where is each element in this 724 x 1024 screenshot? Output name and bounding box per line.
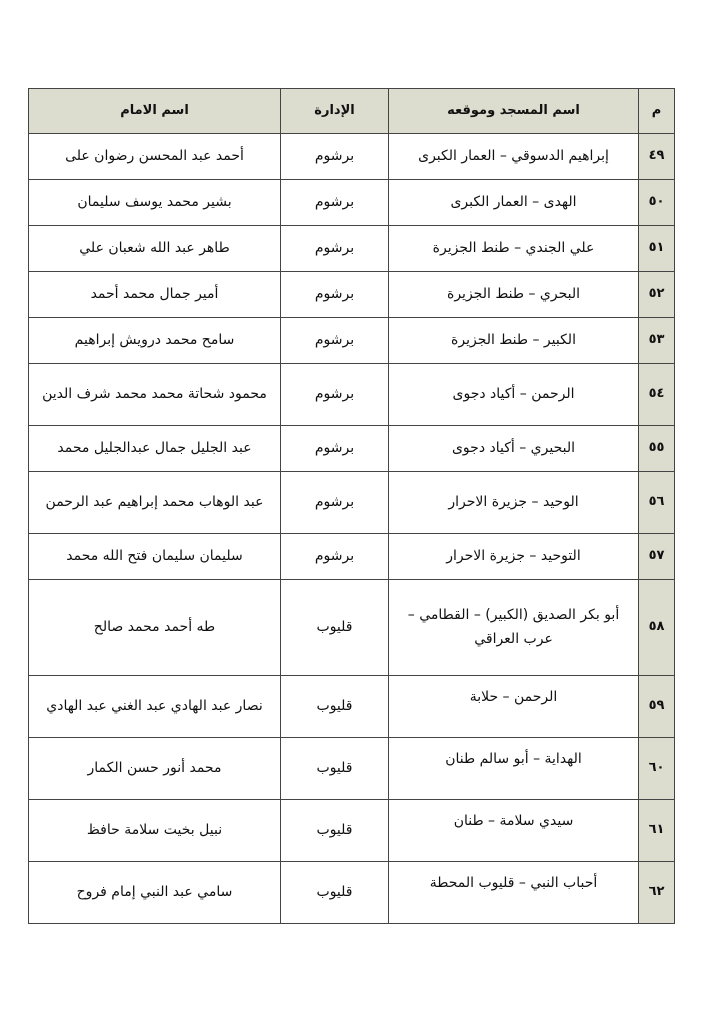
row-num: ٥٦ bbox=[639, 472, 675, 534]
row-num: ٦٠ bbox=[639, 738, 675, 800]
row-num: ٥٩ bbox=[639, 676, 675, 738]
table-row bbox=[29, 180, 675, 226]
row-imam: سامي عبد النبي إمام فروح bbox=[29, 862, 281, 924]
table-row bbox=[29, 472, 675, 534]
row-admin: برشوم bbox=[281, 180, 389, 226]
table-row bbox=[29, 318, 675, 364]
row-admin: برشوم bbox=[281, 534, 389, 580]
row-mosque: الهداية – أبو سالم طنان bbox=[389, 738, 639, 800]
row-mosque: علي الجندي – طنط الجزيرة bbox=[389, 226, 639, 272]
header-admin: الإدارة bbox=[281, 89, 389, 134]
row-num: ٥٠ bbox=[639, 180, 675, 226]
row-imam: عبد الجليل جمال عبدالجليل محمد bbox=[29, 426, 281, 472]
row-num: ٥٥ bbox=[639, 426, 675, 472]
row-imam: محمود شحاتة محمد محمد شرف الدين bbox=[29, 364, 281, 426]
row-admin: برشوم bbox=[281, 226, 389, 272]
row-num: ٥١ bbox=[639, 226, 675, 272]
row-num: ٥٢ bbox=[639, 272, 675, 318]
row-imam: بشير محمد يوسف سليمان bbox=[29, 180, 281, 226]
table-row bbox=[29, 580, 675, 676]
row-num: ٥٣ bbox=[639, 318, 675, 364]
header-num: م bbox=[639, 89, 675, 134]
row-admin: برشوم bbox=[281, 272, 389, 318]
table-row bbox=[29, 534, 675, 580]
row-mosque: أبو بكر الصديق (الكبير) – القطامي – عرب العراقي bbox=[389, 580, 639, 676]
table-row bbox=[29, 226, 675, 272]
row-num: ٥٤ bbox=[639, 364, 675, 426]
row-admin: قليوب bbox=[281, 862, 389, 924]
row-imam: أمير جمال محمد أحمد bbox=[29, 272, 281, 318]
row-imam: نصار عبد الهادي عبد الغني عبد الهادي bbox=[29, 676, 281, 738]
row-admin: برشوم bbox=[281, 472, 389, 534]
table-row bbox=[29, 862, 675, 924]
row-admin: قليوب bbox=[281, 738, 389, 800]
table-row bbox=[29, 800, 675, 862]
row-mosque: الرحمن – أكياد دجوى bbox=[389, 364, 639, 426]
row-imam: أحمد عبد المحسن رضوان على bbox=[29, 134, 281, 180]
row-imam: سامح محمد درويش إبراهيم bbox=[29, 318, 281, 364]
row-mosque: التوحيد – جزيرة الاحرار bbox=[389, 534, 639, 580]
table-row bbox=[29, 676, 675, 738]
row-mosque: الوحيد – جزيرة الاحرار bbox=[389, 472, 639, 534]
imams-table bbox=[28, 88, 675, 924]
row-num: ٦٢ bbox=[639, 862, 675, 924]
row-mosque: الرحمن – حلابة bbox=[389, 676, 639, 738]
row-mosque: سيدي سلامة – طنان bbox=[389, 800, 639, 862]
table-row bbox=[29, 272, 675, 318]
row-imam: محمد أنور حسن الكمار bbox=[29, 738, 281, 800]
row-admin: برشوم bbox=[281, 134, 389, 180]
row-imam: نبيل بخيت سلامة حافظ bbox=[29, 800, 281, 862]
table-row bbox=[29, 134, 675, 180]
table-row bbox=[29, 364, 675, 426]
row-imam: طاهر عبد الله شعبان علي bbox=[29, 226, 281, 272]
row-imam: عبد الوهاب محمد إبراهيم عبد الرحمن bbox=[29, 472, 281, 534]
row-admin: قليوب bbox=[281, 676, 389, 738]
row-admin: برشوم bbox=[281, 318, 389, 364]
row-mosque: إبراهيم الدسوقي – العمار الكبرى bbox=[389, 134, 639, 180]
header-imam: اسم الامام bbox=[29, 89, 281, 134]
row-num: ٤٩ bbox=[639, 134, 675, 180]
row-mosque: الهدى – العمار الكبرى bbox=[389, 180, 639, 226]
row-num: ٥٧ bbox=[639, 534, 675, 580]
row-admin: قليوب bbox=[281, 580, 389, 676]
row-mosque: البحيري – أكياد دجوى bbox=[389, 426, 639, 472]
row-mosque: أحباب النبي – قليوب المحطة bbox=[389, 862, 639, 924]
row-mosque: الكبير – طنط الجزيرة bbox=[389, 318, 639, 364]
header-row bbox=[29, 89, 675, 134]
table-row bbox=[29, 426, 675, 472]
row-mosque: البحري – طنط الجزيرة bbox=[389, 272, 639, 318]
row-admin: قليوب bbox=[281, 800, 389, 862]
row-num: ٦١ bbox=[639, 800, 675, 862]
row-imam: طه أحمد محمد صالح bbox=[29, 580, 281, 676]
row-admin: برشوم bbox=[281, 426, 389, 472]
row-num: ٥٨ bbox=[639, 580, 675, 676]
header-mosque: اسم المسجد وموقعه bbox=[389, 89, 639, 134]
table-row bbox=[29, 738, 675, 800]
row-imam: سليمان سليمان فتح الله محمد bbox=[29, 534, 281, 580]
row-admin: برشوم bbox=[281, 364, 389, 426]
